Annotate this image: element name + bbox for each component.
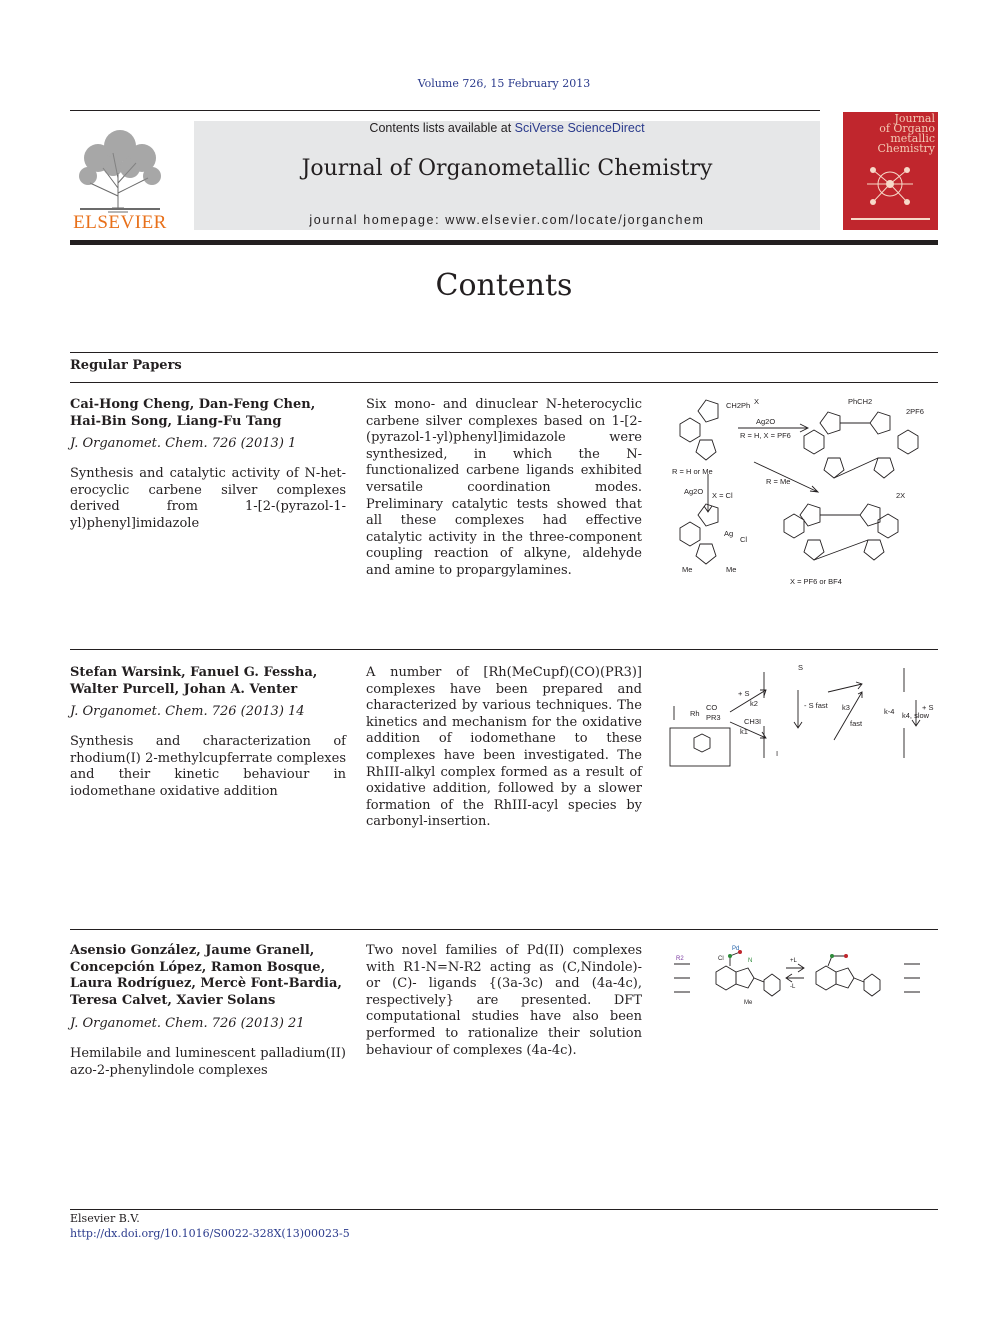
graphic-label: S — [798, 663, 804, 672]
article-title[interactable]: Synthesis and characterization of rhodium(I) 2-methylcupferrate complexes and their kinetic behaviour in iodomethane oxidative addition — [70, 734, 346, 799]
graphic-label: PR3 — [706, 713, 721, 722]
footer-doi-link[interactable]: http://dx.doi.org/10.1016/S0022-328X(13)00023-5 — [70, 1227, 350, 1240]
article-divider — [70, 649, 938, 650]
graphic-label: 2X — [896, 491, 906, 500]
graphic-label: Me — [744, 1000, 753, 1006]
header-rule — [70, 110, 820, 111]
header-thick-rule — [70, 240, 938, 245]
graphic-label: k3 — [842, 703, 850, 712]
article-reference[interactable]: J. Organomet. Chem. 726 (2013) 14 — [70, 704, 305, 719]
cover-title-line: Chemistry — [877, 142, 935, 155]
graphic-label: Cl — [740, 535, 748, 544]
volume-line: Volume 726, 15 February 2013 — [417, 77, 591, 90]
article-abstract: Two novel families of Pd(II) complexes with R1-N=N-R2 acting as (C,Nindole)- or (C)- ligands {(3a-3c) and (4a-4c), respectively} are presented. DFT computational studies have also been performed to rationalize their solution behaviour of complexes (4a-4c). — [366, 943, 642, 1058]
graphic-label: Me — [726, 565, 737, 574]
graphic-label: N — [748, 958, 753, 964]
graphic-label: k2 — [750, 699, 758, 708]
article-reference[interactable]: J. Organomet. Chem. 726 (2013) 1 — [70, 436, 297, 451]
graphic-label: PhCH2 — [848, 397, 873, 406]
footer-rule — [70, 1209, 938, 1210]
section-heading: Regular Papers — [70, 358, 182, 373]
graphical-abstract-silver-carbene — [668, 392, 938, 588]
footer-publisher: Elsevier B.V. — [70, 1212, 140, 1225]
graphical-abstract-palladium-azo — [668, 942, 938, 1014]
graphic-label: k-4 — [884, 707, 895, 716]
graphic-label: Ag2O — [756, 417, 776, 426]
graphic-label: fast — [850, 719, 863, 728]
journal-title: Journal of Organometallic Chemistry — [301, 156, 713, 181]
section-rule-bottom — [70, 382, 938, 383]
graphic-label: Me — [682, 565, 693, 574]
graphic-label: R = H or Me — [672, 467, 713, 476]
graphic-label: CH2Ph — [726, 401, 751, 410]
article-divider — [70, 929, 938, 930]
graphic-label: + S — [738, 689, 750, 698]
graphic-label: I — [776, 749, 779, 758]
graphic-label: + S — [922, 703, 934, 712]
article-authors: Stefan Warsink, Fanuel G. Fessha, Walter Purcell, Johan A. Venter — [70, 665, 318, 697]
graphic-label: Pd — [732, 946, 740, 952]
graphical-abstract-rhodium-kinetics — [668, 662, 938, 770]
graphic-label: Ag — [724, 529, 734, 538]
cover-title — [853, 114, 935, 154]
cover-title-line: of Organo — [879, 122, 935, 135]
cover-title-line: metallic — [890, 132, 935, 145]
article-authors: Cai-Hong Cheng, Dan-Feng Chen, Hai-Bin Song, Liang-Fu Tang — [70, 397, 316, 429]
graphic-label: k4, slow — [902, 711, 930, 720]
article-abstract: A number of [Rh(MeCupf)(CO)(PR3)] complexes have been prepared and characterized by various techniques. The kinetics and mechanism for the oxidative addition of iodomethane to these complexes have been investigated. The RhIII-alkyl complex formed as a result of oxidative addition, followed by a slower formation of the RhIII-acyl species by carbonyl-insertion. — [366, 665, 642, 830]
graphic-label: CO — [706, 703, 718, 712]
graphic-label: X = PF6 or BF4 — [790, 577, 842, 586]
sciencedirect-link[interactable]: SciVerse ScienceDirect — [514, 121, 645, 135]
graphic-label: +L — [790, 958, 797, 964]
elsevier-wordmark: ELSEVIER — [73, 212, 167, 233]
graphic-label: CH3I — [744, 717, 762, 726]
graphic-label: - S fast — [804, 701, 828, 710]
graphic-label: X — [754, 397, 760, 406]
graphic-label: 2PF6 — [906, 407, 924, 416]
graphic-label: -L — [790, 984, 796, 990]
article-title[interactable]: Hemilabile and luminescent palladium(II) azo-2-phenylindole complexes — [70, 1046, 346, 1078]
article-reference[interactable]: J. Organomet. Chem. 726 (2013) 21 — [70, 1016, 305, 1031]
graphic-label: Rh — [690, 709, 700, 718]
article-authors: Asensio González, Jaume Granell, Concepción López, Ramon Bosque, Laura Rodríguez, Mercè Font-Bardia, Teresa Calvet, Xavier Solans — [70, 943, 342, 1008]
article-title[interactable]: Synthesis and catalytic activity of N-het-erocyclic carbene silver complexes derived from 1-[2-(pyrazol-1-yl)phenyl]imidazole — [70, 466, 346, 531]
graphic-label: Cl — [718, 956, 724, 962]
graphic-label: k1 — [740, 727, 748, 736]
contents-available-line — [194, 121, 820, 135]
article-abstract: Six mono- and dinuclear N-heterocyclic carbene silver complexes based on 1-[2-(pyrazol-1-yl)phenyl]imidazole were synthesized, in which the N-functionalized carbene ligands exhibited versatile coordination modes. Preliminary catalytic tests showed that all these complexes had effective catalytic activity in the three-component coupling reaction of alkyne, aldehyde and amine to propargylamines. — [366, 397, 642, 578]
graphic-label: R = H, X = PF6 — [740, 431, 791, 440]
graphic-label: Ag2O — [684, 487, 704, 496]
section-rule-top — [70, 352, 938, 353]
page-title: Contents — [435, 268, 573, 303]
cover-title-line: Journal — [894, 112, 935, 125]
graphic-label: X = Cl — [712, 491, 733, 500]
contents-available-prefix: Contents lists available at — [369, 121, 515, 135]
graphic-label: R = Me — [766, 477, 791, 486]
journal-homepage[interactable]: journal homepage: www.elsevier.com/locate/jorganchem — [309, 213, 705, 227]
graphic-label: R2 — [676, 956, 684, 962]
